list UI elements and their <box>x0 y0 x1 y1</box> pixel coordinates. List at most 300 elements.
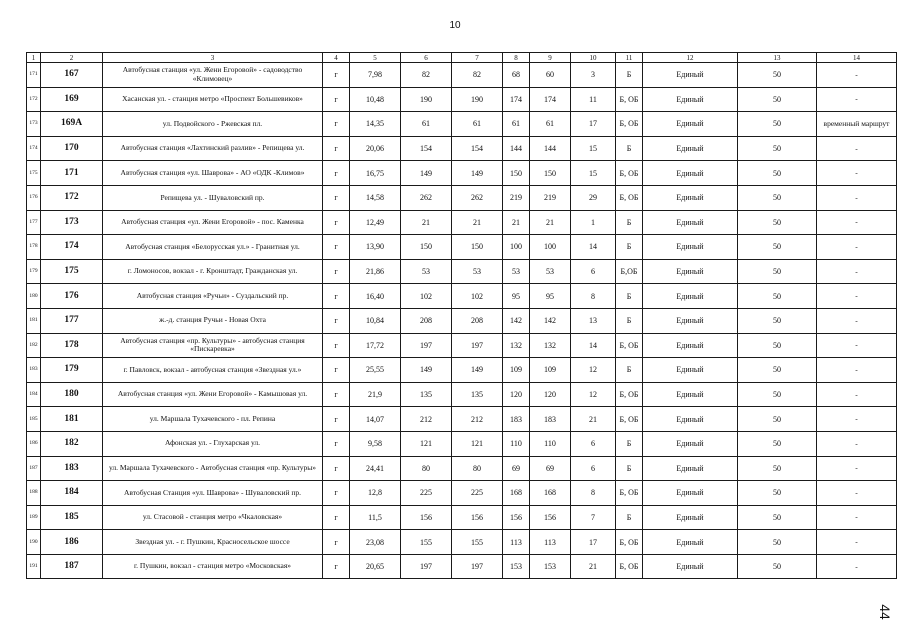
vehicle-class: Б <box>616 63 643 88</box>
cell-col6: 149 <box>401 161 452 186</box>
column-header: 3 <box>103 53 323 63</box>
route-path: Хасанская ул. - станция метро «Проспект Большевиков» <box>103 87 323 112</box>
column-header: 2 <box>41 53 103 63</box>
cell-col13: 50 <box>738 481 817 506</box>
cell-col10: 1 <box>571 210 616 235</box>
cell-col6: 82 <box>401 63 452 88</box>
cell-col6: 61 <box>401 112 452 137</box>
route-length: 14,35 <box>350 112 401 137</box>
cell-col8: 100 <box>503 235 530 260</box>
route-number: 170 <box>41 136 103 161</box>
tariff: Единый <box>643 382 738 407</box>
route-path: Автобусная станция «ул. Жени Егоровой» - садоводство «Климовец» <box>103 63 323 88</box>
cell-col10: 17 <box>571 530 616 555</box>
route-type: г <box>323 308 350 333</box>
route-type: г <box>323 112 350 137</box>
tariff: Единый <box>643 112 738 137</box>
note: - <box>817 407 897 432</box>
tariff: Единый <box>643 284 738 309</box>
cell-col6: 155 <box>401 530 452 555</box>
cell-col9: 132 <box>530 333 571 358</box>
route-path: Автобусная Станция «ул. Шаврова» - Шуваловский пр. <box>103 481 323 506</box>
route-type: г <box>323 161 350 186</box>
note: - <box>817 136 897 161</box>
route-number: 185 <box>41 505 103 530</box>
route-path: Автобусная станция «Ручьи» - Суздальский пр. <box>103 284 323 309</box>
table-row <box>27 87 897 112</box>
cell-col7: 150 <box>452 235 503 260</box>
cell-col8: 109 <box>503 358 530 383</box>
route-number: 169 <box>41 87 103 112</box>
route-path: Афонская ул. - Глухарская ул. <box>103 431 323 456</box>
route-length: 21,9 <box>350 382 401 407</box>
row-index: 189 <box>27 505 41 530</box>
route-type: г <box>323 382 350 407</box>
route-path: ул. Маршала Тухачевского - Автобусная станция «пр. Культуры» <box>103 456 323 481</box>
table-row <box>27 235 897 260</box>
route-type: г <box>323 136 350 161</box>
cell-col13: 50 <box>738 112 817 137</box>
cell-col13: 50 <box>738 210 817 235</box>
cell-col9: 113 <box>530 530 571 555</box>
cell-col6: 262 <box>401 185 452 210</box>
cell-col8: 21 <box>503 210 530 235</box>
route-number: 171 <box>41 161 103 186</box>
route-length: 12,49 <box>350 210 401 235</box>
cell-col7: 262 <box>452 185 503 210</box>
table-row <box>27 431 897 456</box>
note: временный маршрут <box>817 112 897 137</box>
route-type: г <box>323 185 350 210</box>
cell-col10: 8 <box>571 284 616 309</box>
route-length: 7,98 <box>350 63 401 88</box>
table-row <box>27 210 897 235</box>
vehicle-class: Б <box>616 308 643 333</box>
cell-col8: 168 <box>503 481 530 506</box>
column-header: 4 <box>323 53 350 63</box>
route-number: 174 <box>41 235 103 260</box>
table-row <box>27 333 897 358</box>
cell-col8: 156 <box>503 505 530 530</box>
cell-col6: 212 <box>401 407 452 432</box>
vehicle-class: Б <box>616 358 643 383</box>
route-path: Автобусная станция «ул. Жени Егоровой» - пос. Каменка <box>103 210 323 235</box>
cell-col10: 6 <box>571 431 616 456</box>
cell-col9: 100 <box>530 235 571 260</box>
cell-col10: 11 <box>571 87 616 112</box>
route-length: 20,06 <box>350 136 401 161</box>
cell-col7: 102 <box>452 284 503 309</box>
cell-col13: 50 <box>738 63 817 88</box>
note: - <box>817 333 897 358</box>
route-length: 21,86 <box>350 259 401 284</box>
cell-col8: 95 <box>503 284 530 309</box>
cell-col7: 149 <box>452 358 503 383</box>
note: - <box>817 481 897 506</box>
tariff: Единый <box>643 136 738 161</box>
cell-col13: 50 <box>738 554 817 579</box>
route-type: г <box>323 333 350 358</box>
cell-col8: 219 <box>503 185 530 210</box>
note: - <box>817 554 897 579</box>
row-index: 175 <box>27 161 41 186</box>
note: - <box>817 382 897 407</box>
note: - <box>817 530 897 555</box>
route-number: 167 <box>41 63 103 88</box>
route-number: 169А <box>41 112 103 137</box>
cell-col13: 50 <box>738 87 817 112</box>
row-index: 183 <box>27 358 41 383</box>
table-row <box>27 63 897 88</box>
cell-col7: 212 <box>452 407 503 432</box>
route-length: 12,8 <box>350 481 401 506</box>
column-header: 8 <box>503 53 530 63</box>
cell-col7: 135 <box>452 382 503 407</box>
route-length: 10,48 <box>350 87 401 112</box>
cell-col13: 50 <box>738 505 817 530</box>
cell-col10: 6 <box>571 259 616 284</box>
route-number: 186 <box>41 530 103 555</box>
cell-col9: 142 <box>530 308 571 333</box>
table-row <box>27 505 897 530</box>
cell-col6: 197 <box>401 554 452 579</box>
cell-col13: 50 <box>738 136 817 161</box>
tariff: Единый <box>643 235 738 260</box>
tariff: Единый <box>643 210 738 235</box>
vehicle-class: Б, ОБ <box>616 407 643 432</box>
tariff: Единый <box>643 431 738 456</box>
route-number: 179 <box>41 358 103 383</box>
row-index: 180 <box>27 284 41 309</box>
cell-col8: 120 <box>503 382 530 407</box>
column-header: 6 <box>401 53 452 63</box>
note: - <box>817 259 897 284</box>
table-row <box>27 554 897 579</box>
cell-col9: 219 <box>530 185 571 210</box>
cell-col9: 120 <box>530 382 571 407</box>
row-index: 179 <box>27 259 41 284</box>
route-length: 10,84 <box>350 308 401 333</box>
cell-col9: 109 <box>530 358 571 383</box>
cell-col8: 132 <box>503 333 530 358</box>
note: - <box>817 235 897 260</box>
cell-col9: 69 <box>530 456 571 481</box>
table-row <box>27 382 897 407</box>
route-number: 182 <box>41 431 103 456</box>
cell-col10: 29 <box>571 185 616 210</box>
cell-col6: 102 <box>401 284 452 309</box>
column-header: 5 <box>350 53 401 63</box>
vehicle-class: Б, ОБ <box>616 530 643 555</box>
cell-col13: 50 <box>738 456 817 481</box>
cell-col13: 50 <box>738 235 817 260</box>
table-row <box>27 136 897 161</box>
note: - <box>817 87 897 112</box>
cell-col6: 121 <box>401 431 452 456</box>
route-path: г. Пушкин, вокзал - станция метро «Московская» <box>103 554 323 579</box>
route-number: 183 <box>41 456 103 481</box>
route-path: ж.-д. станция Ручьи - Новая Охта <box>103 308 323 333</box>
column-header: 7 <box>452 53 503 63</box>
route-length: 14,58 <box>350 185 401 210</box>
cell-col7: 225 <box>452 481 503 506</box>
cell-col9: 95 <box>530 284 571 309</box>
route-type: г <box>323 259 350 284</box>
route-length: 16,40 <box>350 284 401 309</box>
tariff: Единый <box>643 481 738 506</box>
row-index: 174 <box>27 136 41 161</box>
vehicle-class: Б <box>616 456 643 481</box>
vehicle-class: Б, ОБ <box>616 112 643 137</box>
cell-col10: 17 <box>571 112 616 137</box>
route-type: г <box>323 284 350 309</box>
note: - <box>817 431 897 456</box>
row-index: 172 <box>27 87 41 112</box>
route-path: Автобусная станция «Лахтинский разлив» - Репищева ул. <box>103 136 323 161</box>
cell-col7: 149 <box>452 161 503 186</box>
vehicle-class: Б <box>616 284 643 309</box>
cell-col8: 144 <box>503 136 530 161</box>
route-length: 23,08 <box>350 530 401 555</box>
cell-col6: 225 <box>401 481 452 506</box>
tariff: Единый <box>643 505 738 530</box>
note: - <box>817 456 897 481</box>
row-index: 178 <box>27 235 41 260</box>
cell-col10: 8 <box>571 481 616 506</box>
cell-col9: 153 <box>530 554 571 579</box>
route-path: ул. Маршала Тухачевского - пл. Репина <box>103 407 323 432</box>
vehicle-class: Б, ОБ <box>616 481 643 506</box>
cell-col6: 197 <box>401 333 452 358</box>
route-number: 176 <box>41 284 103 309</box>
row-index: 188 <box>27 481 41 506</box>
route-path: Автобусная станция «пр. Культуры» - автобусная станция «Пискаревка» <box>103 333 323 358</box>
cell-col9: 156 <box>530 505 571 530</box>
route-type: г <box>323 87 350 112</box>
cell-col8: 153 <box>503 554 530 579</box>
cell-col8: 150 <box>503 161 530 186</box>
route-path: ул. Стасовой - станция метро «Чкаловская» <box>103 505 323 530</box>
column-header: 13 <box>738 53 817 63</box>
cell-col10: 12 <box>571 382 616 407</box>
cell-col7: 208 <box>452 308 503 333</box>
cell-col10: 15 <box>571 161 616 186</box>
vehicle-class: Б <box>616 136 643 161</box>
vehicle-class: Б, ОБ <box>616 333 643 358</box>
note: - <box>817 358 897 383</box>
column-header: 10 <box>571 53 616 63</box>
route-type: г <box>323 358 350 383</box>
route-number: 187 <box>41 554 103 579</box>
tariff: Единый <box>643 407 738 432</box>
table-row <box>27 185 897 210</box>
column-header: 11 <box>616 53 643 63</box>
cell-col9: 60 <box>530 63 571 88</box>
route-length: 11,5 <box>350 505 401 530</box>
vehicle-class: Б, ОБ <box>616 554 643 579</box>
cell-col8: 174 <box>503 87 530 112</box>
column-header: 14 <box>817 53 897 63</box>
page-number: 10 <box>449 20 461 31</box>
note: - <box>817 308 897 333</box>
row-index: 171 <box>27 63 41 88</box>
route-number: 177 <box>41 308 103 333</box>
route-length: 9,58 <box>350 431 401 456</box>
route-path: Автобусная станция «ул. Шаврова» - АО «ОДК -Климов» <box>103 161 323 186</box>
column-header: 12 <box>643 53 738 63</box>
note: - <box>817 161 897 186</box>
cell-col6: 149 <box>401 358 452 383</box>
cell-col8: 61 <box>503 112 530 137</box>
table-body <box>27 63 897 579</box>
vehicle-class: Б, ОБ <box>616 382 643 407</box>
tariff: Единый <box>643 87 738 112</box>
cell-col13: 50 <box>738 333 817 358</box>
route-type: г <box>323 431 350 456</box>
cell-col10: 12 <box>571 358 616 383</box>
row-index: 185 <box>27 407 41 432</box>
cell-col6: 21 <box>401 210 452 235</box>
cell-col13: 50 <box>738 259 817 284</box>
cell-col8: 53 <box>503 259 530 284</box>
vehicle-class: Б <box>616 505 643 530</box>
row-index: 173 <box>27 112 41 137</box>
cell-col7: 21 <box>452 210 503 235</box>
route-length: 14,07 <box>350 407 401 432</box>
tariff: Единый <box>643 333 738 358</box>
cell-col8: 69 <box>503 456 530 481</box>
cell-col7: 155 <box>452 530 503 555</box>
note: - <box>817 284 897 309</box>
tariff: Единый <box>643 456 738 481</box>
cell-col10: 14 <box>571 235 616 260</box>
route-length: 17,72 <box>350 333 401 358</box>
cell-col10: 7 <box>571 505 616 530</box>
route-length: 24,41 <box>350 456 401 481</box>
cell-col9: 53 <box>530 259 571 284</box>
tariff: Единый <box>643 358 738 383</box>
cell-col6: 154 <box>401 136 452 161</box>
row-index: 190 <box>27 530 41 555</box>
note: - <box>817 210 897 235</box>
cell-col13: 50 <box>738 382 817 407</box>
cell-col13: 50 <box>738 308 817 333</box>
cell-col6: 156 <box>401 505 452 530</box>
table-row <box>27 530 897 555</box>
route-type: г <box>323 63 350 88</box>
table-row <box>27 308 897 333</box>
vehicle-class: Б, ОБ <box>616 185 643 210</box>
cell-col7: 190 <box>452 87 503 112</box>
table-row <box>27 161 897 186</box>
column-header: 1 <box>27 53 41 63</box>
cell-col13: 50 <box>738 358 817 383</box>
route-path: Звездная ул. - г. Пушкин, Красносельское шоссе <box>103 530 323 555</box>
cell-col6: 150 <box>401 235 452 260</box>
row-index: 176 <box>27 185 41 210</box>
route-length: 16,75 <box>350 161 401 186</box>
cell-col10: 15 <box>571 136 616 161</box>
vehicle-class: Б <box>616 235 643 260</box>
tariff: Единый <box>643 161 738 186</box>
table-row <box>27 481 897 506</box>
cell-col7: 121 <box>452 431 503 456</box>
cell-col6: 135 <box>401 382 452 407</box>
table-row <box>27 259 897 284</box>
cell-col9: 144 <box>530 136 571 161</box>
tariff: Единый <box>643 308 738 333</box>
cell-col7: 80 <box>452 456 503 481</box>
route-type: г <box>323 530 350 555</box>
note: - <box>817 505 897 530</box>
row-index: 177 <box>27 210 41 235</box>
row-index: 186 <box>27 431 41 456</box>
row-index: 187 <box>27 456 41 481</box>
table-row <box>27 407 897 432</box>
route-path: г. Ломоносов, вокзал - г. Кронштадт, Гражданская ул. <box>103 259 323 284</box>
cell-col8: 113 <box>503 530 530 555</box>
cell-col9: 61 <box>530 112 571 137</box>
vehicle-class: Б <box>616 210 643 235</box>
cell-col9: 183 <box>530 407 571 432</box>
table-row <box>27 112 897 137</box>
cell-col7: 156 <box>452 505 503 530</box>
cell-col10: 6 <box>571 456 616 481</box>
cell-col13: 50 <box>738 407 817 432</box>
route-path: Автобусная станция «ул. Жени Егоровой» - Камышовая ул. <box>103 382 323 407</box>
note: - <box>817 185 897 210</box>
cell-col8: 183 <box>503 407 530 432</box>
cell-col13: 50 <box>738 530 817 555</box>
cell-col13: 50 <box>738 161 817 186</box>
route-type: г <box>323 481 350 506</box>
cell-col9: 21 <box>530 210 571 235</box>
cell-col6: 53 <box>401 259 452 284</box>
tariff: Единый <box>643 554 738 579</box>
tariff: Единый <box>643 185 738 210</box>
route-type: г <box>323 407 350 432</box>
route-type: г <box>323 456 350 481</box>
vehicle-class: Б, ОБ <box>616 87 643 112</box>
route-type: г <box>323 505 350 530</box>
cell-col8: 68 <box>503 63 530 88</box>
cell-col9: 174 <box>530 87 571 112</box>
table-row <box>27 284 897 309</box>
handwritten-page-mark: 44 <box>877 604 894 620</box>
cell-col6: 208 <box>401 308 452 333</box>
route-type: г <box>323 210 350 235</box>
cell-col8: 110 <box>503 431 530 456</box>
route-path: г. Павловск, вокзал - автобусная станция «Звездная ул.» <box>103 358 323 383</box>
cell-col7: 61 <box>452 112 503 137</box>
vehicle-class: Б <box>616 431 643 456</box>
route-number: 178 <box>41 333 103 358</box>
cell-col10: 14 <box>571 333 616 358</box>
cell-col10: 21 <box>571 407 616 432</box>
vehicle-class: Б, ОБ <box>616 161 643 186</box>
route-path: Автобусная станция «Белорусская ул.» - Гранитная ул. <box>103 235 323 260</box>
route-number: 184 <box>41 481 103 506</box>
cell-col7: 53 <box>452 259 503 284</box>
route-number: 180 <box>41 382 103 407</box>
route-type: г <box>323 235 350 260</box>
row-index: 181 <box>27 308 41 333</box>
tariff: Единый <box>643 259 738 284</box>
cell-col8: 142 <box>503 308 530 333</box>
cell-col9: 150 <box>530 161 571 186</box>
route-number: 172 <box>41 185 103 210</box>
row-index: 191 <box>27 554 41 579</box>
